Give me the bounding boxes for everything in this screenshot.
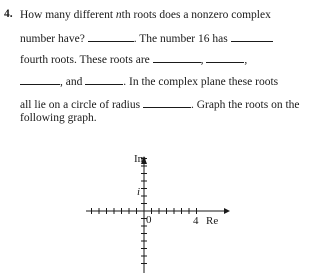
question-line-5 — [20, 97, 300, 112]
question-line-3: fourth roots. These roots are , , — [20, 54, 248, 66]
imaginary-axis-label: Im — [134, 153, 147, 165]
complex-plane-graph[interactable] — [80, 150, 230, 275]
question-line-6 — [20, 111, 97, 125]
question-line-1 — [20, 8, 271, 22]
y-tick-label: i — [137, 186, 141, 198]
answer-blank-radius[interactable] — [143, 97, 191, 108]
line3-text: fourth roots. These roots are — [20, 54, 150, 66]
answer-blank-root-1[interactable] — [153, 52, 201, 63]
question-line-2 — [20, 31, 273, 46]
line2-text-a: number have? — [20, 33, 85, 45]
real-axis-arrow-icon — [224, 208, 230, 214]
line4-text-b: . In the complex plane these roots — [123, 76, 279, 88]
x-tick-label: 4 — [193, 215, 199, 227]
question-number: 4. — [4, 8, 13, 20]
line5-text-b: . Graph the roots on the — [190, 99, 300, 111]
origin-label: 0 — [146, 214, 152, 226]
line5-text-a: all lie on a circle of radius — [20, 99, 141, 111]
answer-blank-root-4[interactable] — [85, 74, 123, 85]
line1-rest-text: th roots does a nonzero complex — [121, 9, 271, 21]
real-axis-label: Re — [206, 215, 219, 227]
line2-text-b: . The number 16 has — [133, 33, 228, 45]
answer-blank-fourth-roots-count[interactable] — [231, 31, 273, 42]
answer-blank-root-2[interactable] — [206, 52, 244, 63]
variable-n: n — [115, 9, 122, 21]
answer-blank-count[interactable] — [88, 31, 134, 42]
line6-text: following graph. — [20, 112, 97, 124]
line1-text: How many different — [20, 9, 114, 21]
line4-text-a: , and — [60, 76, 83, 88]
question-line-4 — [20, 74, 278, 89]
answer-blank-root-3[interactable] — [20, 74, 60, 85]
